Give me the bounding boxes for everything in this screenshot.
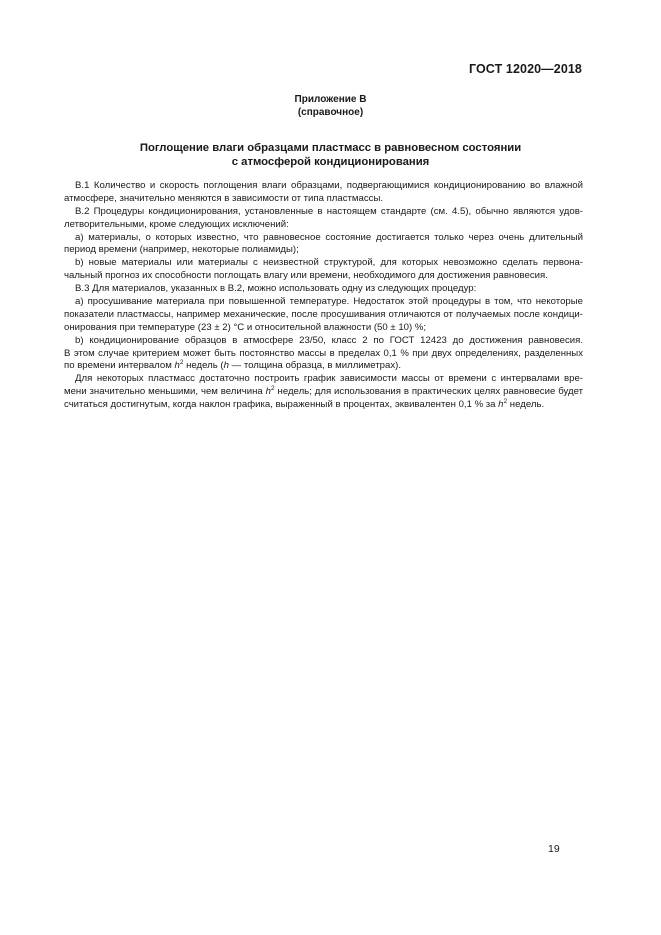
paragraph-line: В.3 Для материалов, указанных в В.2, можно использовать одну из следующих процедур: — [75, 283, 477, 295]
paragraph-line: атмосфере, значительно меняются в зависимости от типа пластмассы. — [64, 192, 384, 204]
list-item-line: b) новые материалы или материалы с неизвестной структурой, для которых невозможно сделать первона- — [75, 257, 583, 269]
paragraph-line: В.2 Процедуры кондиционирования, установленные в настоящем стандарте (см. 4.5), обычно являются удов- — [75, 205, 583, 217]
list-item-line: онирования при температуре (23 ± 2) °С и относительной влажности (50 ± 10) %; — [64, 321, 427, 333]
list-item-line: период времени (например, некоторые полиамиды); — [64, 244, 299, 256]
text: — толщина образца, в миллиметрах). — [228, 360, 401, 372]
variable-h: h — [223, 360, 229, 372]
page-number: 19 — [548, 843, 560, 855]
text: недель ( — [183, 360, 224, 372]
list-item-line — [64, 360, 583, 373]
body-text — [64, 180, 583, 412]
title-line-1: Поглощение влаги образцами пластмасс в равновесном состоянии — [139, 142, 522, 154]
text: недель. — [507, 399, 545, 411]
title-line-2: с атмосферой кондиционирования — [231, 155, 430, 168]
annex-status: (справочное) — [297, 106, 364, 118]
paragraph-line: Для некоторых пластмасс достаточно построить график зависимости массы от времени с интервалами вре- — [75, 373, 583, 385]
list-item-line: a) материалы, о которых известно, что равновесное состояние достигается только через очень длительный — [75, 231, 583, 243]
list-item-line: В этом случае критерием может быть постоянство массы в пределах 0,1 % при двух определениях, разделенных — [64, 347, 583, 359]
variable-h: h — [174, 360, 180, 372]
list-item-line: показатели пластмассы, например механические, после просушивания отличаются от получаемых после кондици- — [64, 308, 583, 320]
paragraph-line — [64, 399, 583, 412]
superscript: 2 — [271, 385, 275, 393]
annex-label: Приложение В — [294, 94, 367, 105]
list-item-line: b) кондиционирование образцов в атмосфере 23/50, класс 2 по ГОСТ 12423 до достижения равновесия. — [75, 334, 583, 346]
standard-code: ГОСТ 12020—2018 — [468, 62, 582, 76]
superscript: 2 — [503, 398, 508, 406]
list-item-line: чальный прогноз их способности поглощать влагу или времени, необходимого для достижения равновесия. — [64, 270, 548, 282]
paragraph-line: летворительными, кроме следующих исключений: — [64, 218, 289, 230]
variable-h: h — [498, 399, 504, 411]
list-item-line: а) просушивание материала при повышенной температуре. Недостаток этой процедуры в том, что некоторые — [75, 296, 583, 308]
text: мени значительно меньшими, чем величина — [64, 386, 266, 398]
text: считаться достигнутым, когда наклон графика, выраженный в процентах, эквивалентен 0,1 % за — [64, 399, 499, 411]
text: недель; для использования в практических целях равновесие будет — [274, 386, 583, 398]
superscript: 2 — [179, 359, 184, 367]
variable-h: h — [265, 386, 271, 398]
section-title — [0, 142, 661, 169]
text: по времени интервалом — [64, 360, 175, 372]
paragraph-line: В.1 Количество и скорость поглощения влаги образцами, подвергающимися кондиционированию во влажной — [75, 180, 583, 191]
annex-heading — [0, 94, 661, 119]
